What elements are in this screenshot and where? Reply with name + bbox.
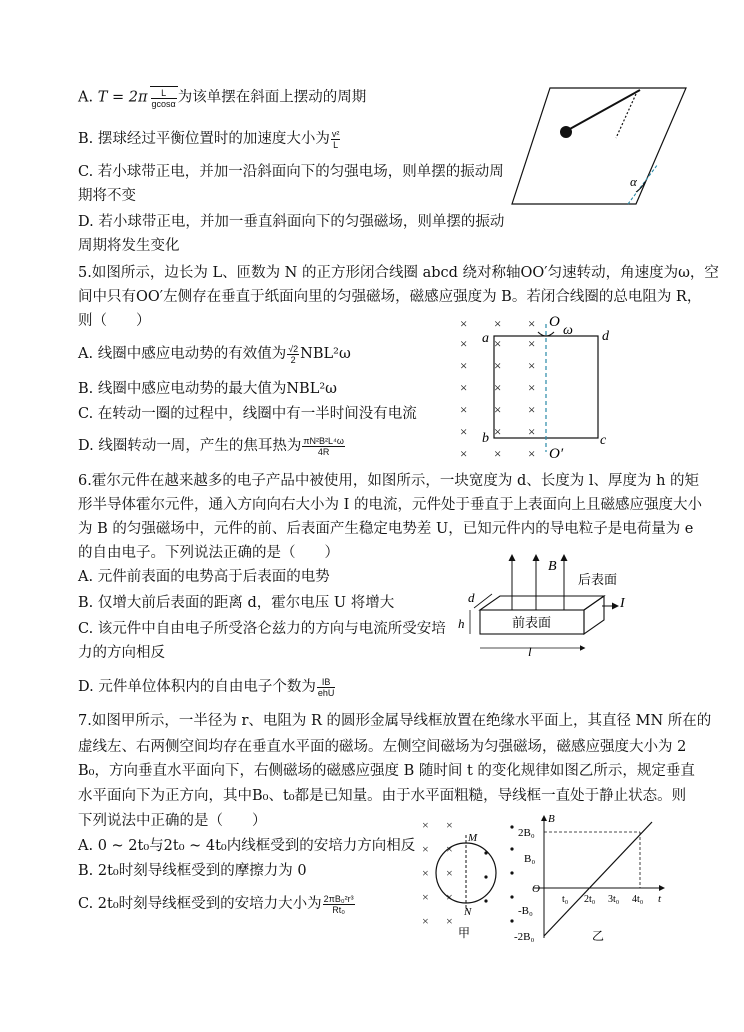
- right-field-dots: [484, 825, 513, 922]
- svg-text:×: ×: [460, 336, 468, 351]
- svg-text:×: ×: [528, 358, 536, 373]
- q7-stem-line3: B₀，方向垂直水平面向下，右侧磁场的磁感应强度 B 随时间 t 的变化规律如图乙所示，规定垂直: [78, 763, 695, 779]
- svg-text:M: M: [468, 832, 478, 844]
- svg-text:×: ×: [446, 842, 453, 856]
- svg-text:h: h: [458, 616, 465, 631]
- svg-text:l: l: [528, 644, 532, 659]
- svg-text:B₀: B₀: [524, 853, 536, 865]
- q4-option-b: B. 摆球经过平衡位置时的加速度大小为 $\frac{\text{v²}}{L}$: [78, 128, 340, 150]
- svg-text:I: I: [620, 596, 625, 611]
- svg-text:t₀: t₀: [562, 894, 569, 905]
- svg-text:-B₀: -B₀: [518, 905, 533, 917]
- q7-option-b: B. 2t₀时刻导线框受到的摩擦力为 0: [78, 863, 307, 879]
- svg-text:×: ×: [528, 424, 536, 439]
- svg-text:d: d: [602, 329, 609, 344]
- q6-stem-line4: 的自由电子。下列说法正确的是（ ）: [78, 545, 339, 561]
- svg-text:×: ×: [422, 914, 429, 928]
- incline-plane: [512, 88, 686, 204]
- q4-option-c-line2: 期将不变: [78, 188, 136, 204]
- q5-stem-line3: 则（ ）: [78, 313, 151, 329]
- q7-option-c: C. 2t₀时刻导线框受到的安培力大小为 $\frac{\text{2πB₀²r³}}{\text{Rt₀}}$: [78, 893, 354, 915]
- q7-stem-line4: 水平面向下为正方向，其中B₀、t₀都是已知量。由于水平面粗糙，导线框一直处于静止状态。则: [78, 788, 687, 804]
- svg-text:t: t: [658, 893, 662, 905]
- svg-text:×: ×: [446, 818, 453, 832]
- svg-text:×: ×: [528, 446, 536, 461]
- b-t-line: [544, 822, 652, 936]
- svg-text:甲: 甲: [458, 926, 471, 940]
- svg-text:c: c: [600, 433, 607, 448]
- svg-text:×: ×: [460, 380, 468, 395]
- q5-option-c: C. 在转动一圈的过程中，线圈中有一半时间没有电流: [78, 406, 417, 422]
- q7-stem-line1: 7.如图甲所示，一半径为 r、电阻为 R 的圆形金属导线框放置在绝缘水平面上，其直径 MN 所在的: [78, 713, 712, 729]
- svg-text:×: ×: [494, 336, 502, 351]
- q5-coil-figure: [454, 310, 624, 480]
- svg-text:O: O: [549, 314, 560, 330]
- q6-option-d: D. 元件单位体积内的自由电子个数为 $\frac{IB}{\text{ehU}}$: [78, 676, 335, 698]
- q5-option-b: B. 线圈中感应电动势的最大值为NBL²ω: [78, 381, 337, 397]
- q7-stem-line2: 虚线左、右两侧空间均存在垂直水平面的磁场。左侧空间磁场为匀强磁场，磁感应强度大小为 2: [78, 739, 687, 755]
- q5-stem-line2: 间中只有OO′左侧存在垂直于纸面向里的匀强磁场，磁感应强度为 B。若闭合线圈的总电阻为 R，: [78, 289, 702, 305]
- svg-text:×: ×: [460, 424, 468, 439]
- q5-stem-line1: 5.如图所示，边长为 L、匝数为 N 的正方形闭合线圈 abcd 绕对称轴OO′匀速转动，角速度为ω，空: [78, 265, 719, 281]
- svg-text:×: ×: [528, 316, 536, 331]
- q7-figure-jia: [420, 815, 520, 945]
- svg-text:×: ×: [422, 890, 429, 904]
- svg-text:O′: O′: [549, 446, 564, 462]
- svg-text:2B₀: 2B₀: [518, 827, 535, 839]
- svg-text:×: ×: [494, 402, 502, 417]
- svg-text:×: ×: [528, 402, 536, 417]
- svg-text:B: B: [548, 813, 555, 825]
- q4-option-c-line1: C. 若小球带正电，并加一沿斜面向下的匀强电场，则单摆的振动周: [78, 164, 504, 180]
- svg-text:×: ×: [494, 316, 502, 331]
- svg-text:×: ×: [528, 336, 536, 351]
- svg-text:前表面: 前表面: [512, 615, 552, 630]
- q6-option-c-line1: C. 该元件中自由电子所受洛仑兹力的方向与电流所受安培: [78, 621, 446, 637]
- svg-text:×: ×: [460, 316, 468, 331]
- q4-option-d-line1: D. 若小球带正电，并加一垂直斜面向下的匀强磁场，则单摆的振动: [78, 214, 505, 230]
- q6-option-c-line2: 力的方向相反: [78, 645, 165, 661]
- svg-text:×: ×: [422, 866, 429, 880]
- svg-text:×: ×: [494, 424, 502, 439]
- hall-top-face: [480, 596, 604, 610]
- svg-text:乙: 乙: [592, 929, 605, 943]
- svg-text:×: ×: [460, 358, 468, 373]
- svg-text:×: ×: [494, 358, 502, 373]
- q4-option-a: A. T = 2π $\frac{L}{gcos\alpha}$ 为该单摆在斜面上摆动的周期: [78, 87, 367, 109]
- svg-text:×: ×: [494, 380, 502, 395]
- q5-option-a: A. 线圈中感应电动势的有效值为 $\frac{√2}{2}$ NBL²ω: [78, 343, 351, 365]
- pendulum-bob: [560, 126, 572, 138]
- q7-stem-line5: 下列说法中正确的是（ ）: [78, 813, 267, 829]
- svg-text:2t₀: 2t₀: [584, 894, 596, 905]
- q6-hall-figure: [452, 548, 642, 660]
- svg-text:×: ×: [446, 866, 453, 880]
- svg-text:×: ×: [422, 818, 429, 832]
- svg-text:×: ×: [422, 842, 429, 856]
- svg-text:B: B: [548, 559, 557, 574]
- q6-stem-line1: 6.霍尔元件在越来越多的电子产品中被使用，如图所示，一块宽度为 d、长度为 l、厚度为 h 的矩: [78, 473, 700, 489]
- svg-text:3t₀: 3t₀: [608, 894, 620, 905]
- hall-side-face: [584, 596, 604, 634]
- q5-option-d: D. 线圈转动一周，产生的焦耳热为 $\frac{\text{πN²B²L⁴ω}}{4R}$: [78, 435, 344, 457]
- q4-incline-figure: [508, 80, 688, 210]
- q7-figure-yi: [512, 810, 672, 946]
- svg-text:×: ×: [494, 446, 502, 461]
- svg-text:×: ×: [446, 890, 453, 904]
- svg-text:ω: ω: [563, 323, 573, 338]
- q6-option-b: B. 仅增大前后表面的距离 d，霍尔电压 U 将增大: [78, 595, 395, 611]
- svg-text:d: d: [468, 590, 475, 605]
- svg-text:×: ×: [528, 380, 536, 395]
- alpha-label: α: [630, 174, 637, 189]
- svg-text:×: ×: [460, 402, 468, 417]
- svg-text:-2B₀: -2B₀: [514, 931, 535, 943]
- svg-text:b: b: [482, 431, 489, 446]
- q6-stem-line3: 为 B 的匀强磁场中，元件的前、后表面产生稳定电势差 U，已知元件内的导电粒子是电荷量为 e: [78, 521, 694, 537]
- magnetic-field-crosses: [460, 316, 535, 461]
- svg-text:后表面: 后表面: [578, 572, 618, 587]
- q7-option-a: A. 0 ~ 2t₀与2t₀ ~ 4t₀内线框受到的安培力方向相反: [78, 838, 416, 854]
- svg-text:a: a: [482, 331, 489, 346]
- q6-option-a: A. 元件前表面的电势高于后表面的电势: [78, 569, 330, 585]
- svg-text:×: ×: [446, 914, 453, 928]
- q4-option-d-line2: 周期将发生变化: [78, 238, 180, 254]
- svg-text:×: ×: [460, 446, 468, 461]
- svg-text:N: N: [464, 906, 472, 918]
- svg-text:O: O: [532, 883, 540, 895]
- q6-stem-line2: 形半导体霍尔元件，通入方向向右大小为 I 的电流，元件处于垂直于上表面向上且磁感应强度大小: [78, 497, 702, 513]
- svg-text:4t₀: 4t₀: [632, 894, 644, 905]
